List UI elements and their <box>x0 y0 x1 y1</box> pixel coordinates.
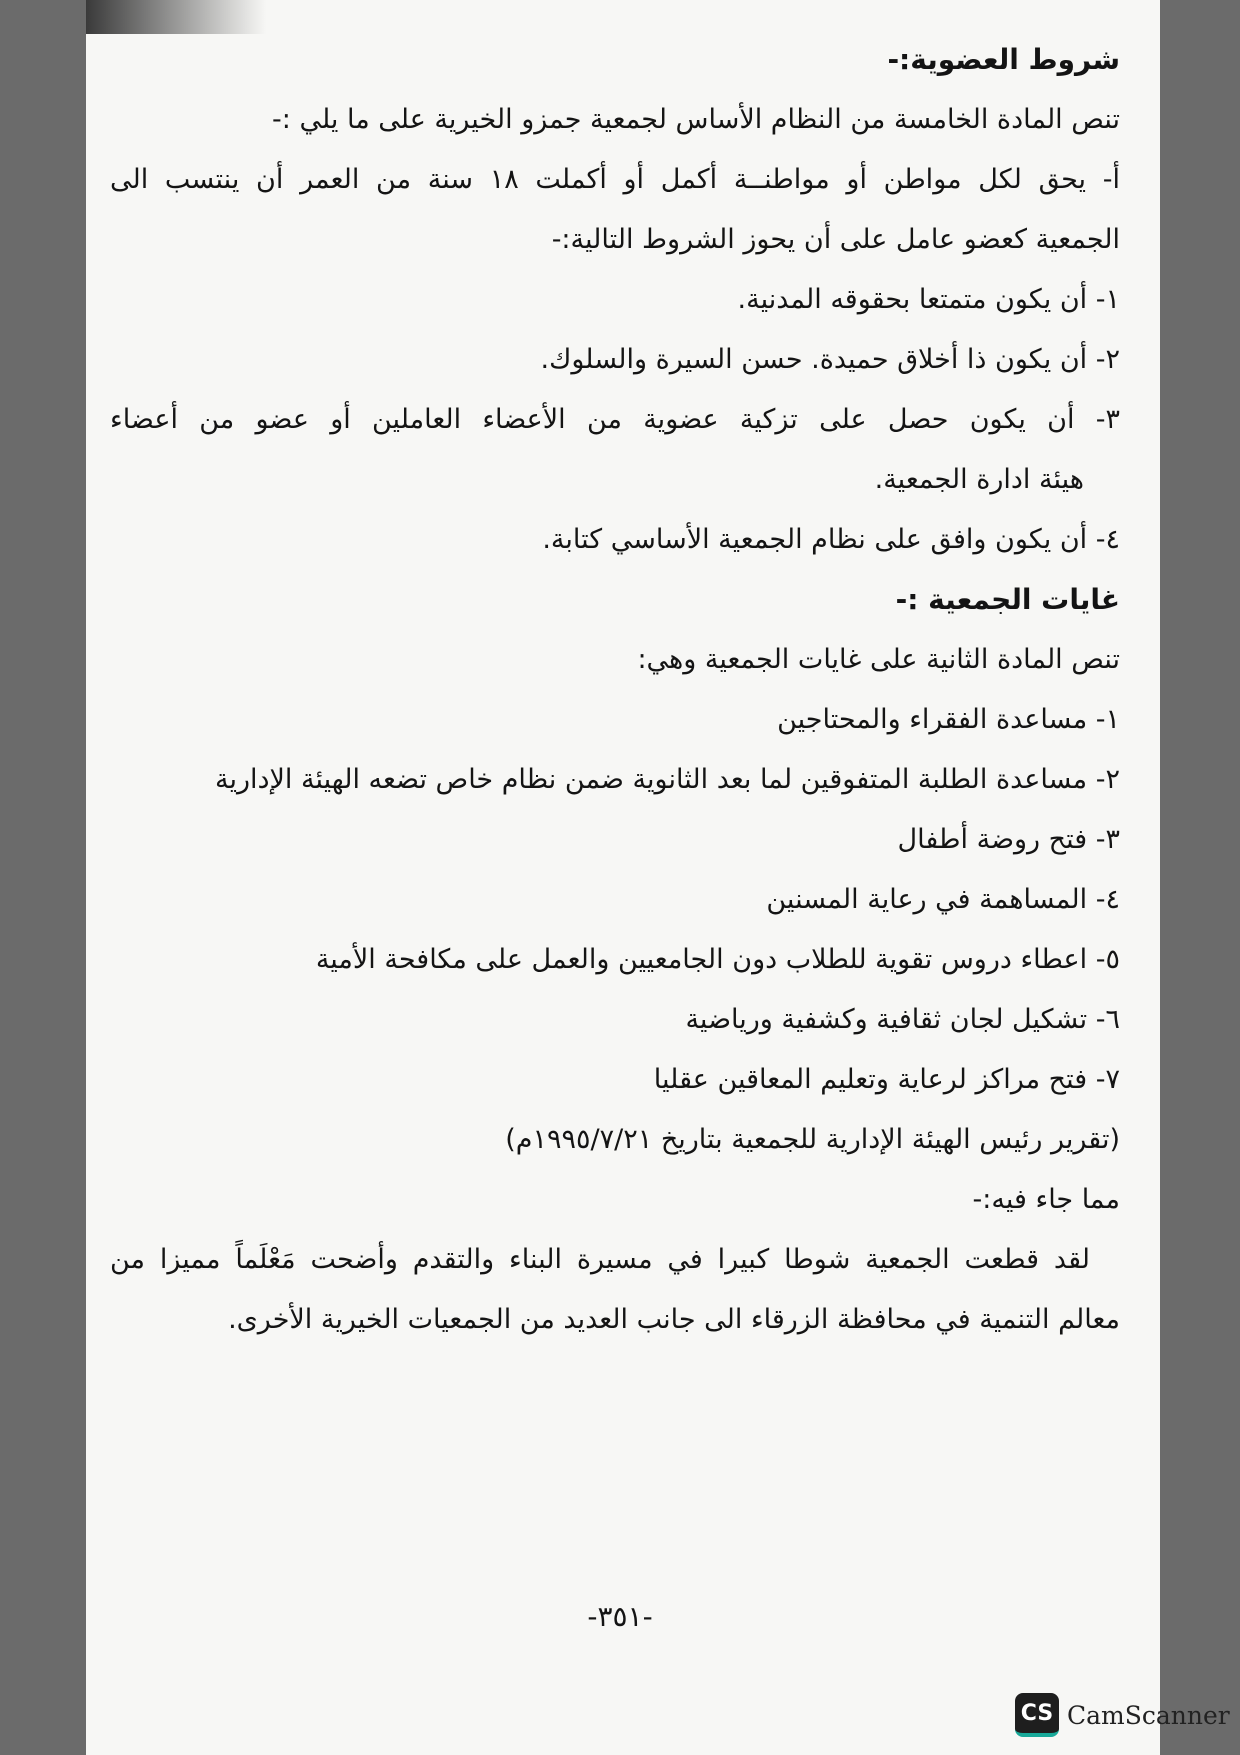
heading-association-goals: غايات الجمعية :- <box>895 583 1120 616</box>
scan-shadow <box>86 0 266 34</box>
list-item: ٢- مساعدة الطلبة المتفوقين لما بعد الثانوية ضمن نظام خاص تضعه الهيئة الإدارية <box>214 764 1120 795</box>
paragraph-line: معالم التنمية في محافظة الزرقاء الى جانب العديد من الجمعيات الخيرية الأخرى. <box>228 1304 1120 1335</box>
list-item: ٥- اعطاء دروس تقوية للطلاب دون الجامعيين والعمل على مكافحة الأمية <box>315 944 1120 975</box>
camscanner-watermark <box>1015 1692 1230 1738</box>
heading-membership-conditions: شروط العضوية:- <box>887 43 1120 76</box>
page-number: -٣٥١- <box>587 1600 653 1633</box>
list-item: ٦- تشكيل لجان ثقافية وكشفية ورياضية <box>685 1004 1120 1035</box>
list-item: ٤- المساهمة في رعاية المسنين <box>766 884 1120 915</box>
list-item: ١- أن يكون متمتعا بحقوقه المدنية. <box>737 284 1120 315</box>
text-line: الجمعية كعضو عامل على أن يحوز الشروط التالية:- <box>551 224 1120 255</box>
list-item-continuation: هيئة ادارة الجمعية. <box>874 464 1084 495</box>
camscanner-logo-icon: CS <box>1015 1693 1059 1737</box>
text-line: تنص المادة الثانية على غايات الجمعية وهي: <box>637 644 1120 675</box>
report-citation: (تقرير رئيس الهيئة الإدارية للجمعية بتاريخ ١٩٩٥/٧/٢١م) <box>505 1124 1120 1155</box>
list-item: ١- مساعدة الفقراء والمحتاجين <box>777 704 1120 735</box>
list-item: ٣- فتح روضة أطفال <box>897 824 1120 855</box>
list-item: ٣- أن يكون حصل على تزكية عضوية من الأعضاء العاملين أو عضو من أعضاء <box>110 404 1120 435</box>
text-line: مما جاء فيه:- <box>972 1184 1120 1215</box>
list-item: ٢- أن يكون ذا أخلاق حميدة. حسن السيرة والسلوك. <box>540 344 1120 375</box>
list-item: ٤- أن يكون وافق على نظام الجمعية الأساسي كتابة. <box>542 524 1120 555</box>
camscanner-brand: CamScanner <box>1067 1700 1230 1730</box>
document-body <box>110 30 1120 1350</box>
list-item: ٧- فتح مراكز لرعاية وتعليم المعاقين عقليا <box>653 1064 1120 1095</box>
text-line: تنص المادة الخامسة من النظام الأساس لجمعية جمزو الخيرية على ما يلي :- <box>272 104 1120 135</box>
paragraph-line: لقد قطعت الجمعية شوطا كبيرا في مسيرة البناء والتقدم وأضحت مَعْلَماً مميزا من <box>110 1244 1090 1275</box>
text-line: أ- يحق لكل مواطن أو مواطنــة أكمل أو أكملت ١٨ سنة من العمر أن ينتسب الى <box>110 164 1120 195</box>
